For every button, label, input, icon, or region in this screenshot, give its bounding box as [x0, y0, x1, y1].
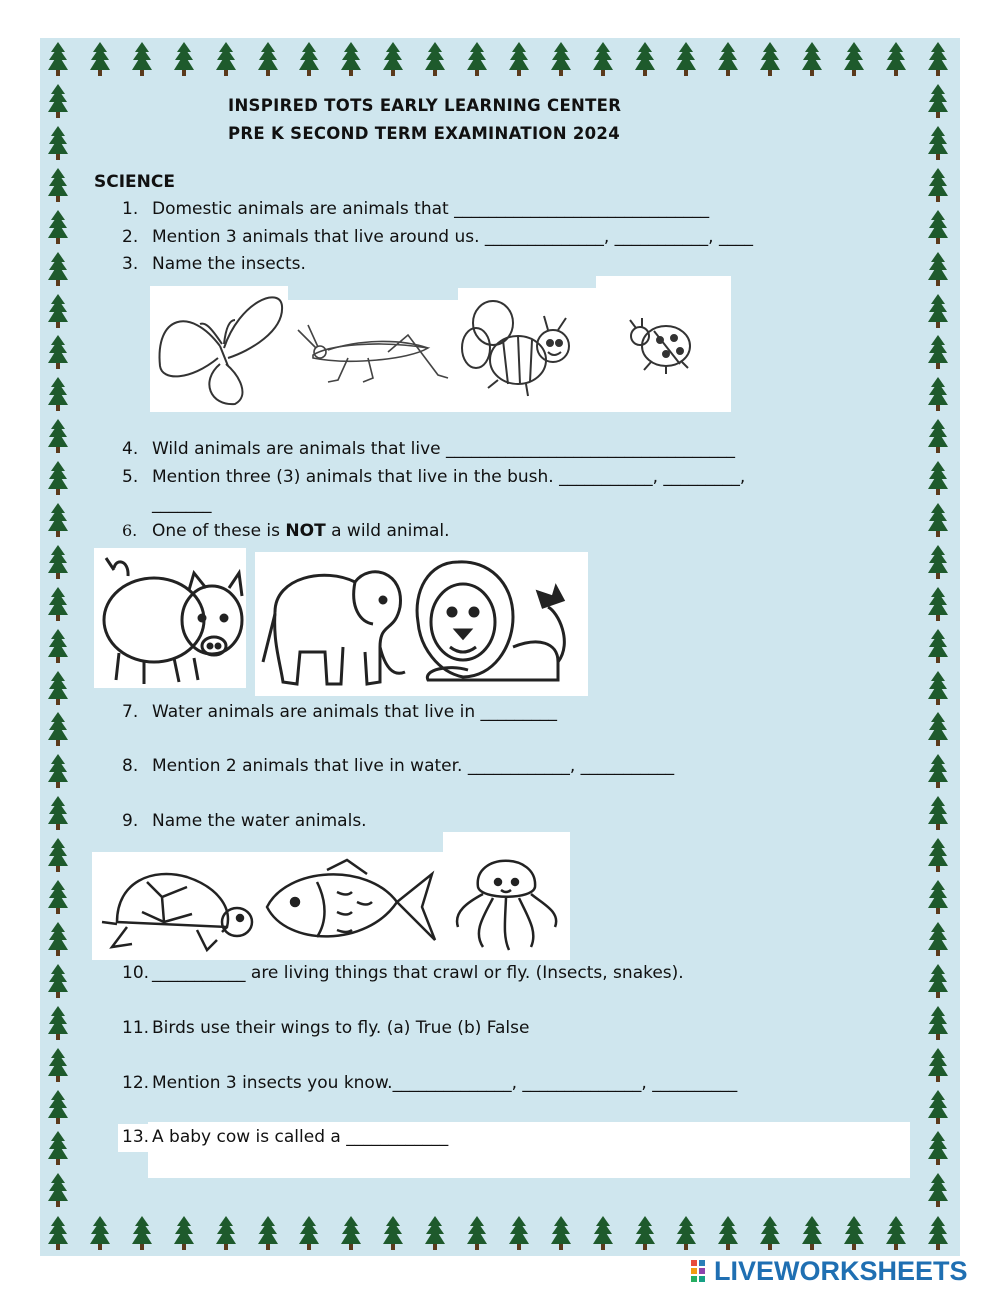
lion-icon: [408, 552, 588, 696]
pine-tree-icon: [928, 671, 948, 705]
pine-tree-icon: [48, 964, 68, 998]
liveworksheets-mark-icon: [690, 1259, 710, 1283]
pine-tree-icon: [635, 1216, 655, 1250]
pine-tree-icon: [928, 712, 948, 746]
pine-tree-icon: [258, 1216, 278, 1250]
pine-tree-icon: [48, 1090, 68, 1124]
pine-tree-icon: [48, 335, 68, 369]
question-12: 12. Mention 3 insects you know.______________, ______________, __________: [122, 1073, 738, 1093]
pine-tree-icon: [844, 42, 864, 76]
pine-tree-icon: [216, 1216, 236, 1250]
pine-tree-icon: [551, 42, 571, 76]
pine-tree-icon: [48, 42, 68, 76]
pine-tree-icon: [48, 84, 68, 118]
pine-tree-icon: [928, 922, 948, 956]
pine-tree-icon: [90, 1216, 110, 1250]
pine-tree-icon: [48, 587, 68, 621]
pine-tree-icon: [928, 377, 948, 411]
pine-tree-icon: [48, 922, 68, 956]
pine-tree-icon: [593, 1216, 613, 1250]
pine-tree-icon: [48, 1131, 68, 1165]
pine-tree-icon: [928, 1173, 948, 1207]
pine-tree-icon: [48, 754, 68, 788]
pine-tree-icon: [48, 126, 68, 160]
pine-tree-icon: [48, 377, 68, 411]
pine-tree-icon: [174, 42, 194, 76]
question-13: 13. A baby cow is called a ____________: [122, 1127, 449, 1147]
liveworksheets-logo[interactable]: [690, 1256, 968, 1286]
question-5-continued: _______: [152, 494, 212, 514]
pine-tree-icon: [928, 1006, 948, 1040]
pine-tree-icon: [425, 1216, 445, 1250]
bee-icon: [458, 288, 596, 412]
question-7: 7. Water animals are animals that live in _________: [122, 702, 558, 722]
pine-tree-icon: [90, 42, 110, 76]
question-10: 10. ___________ are living things that crawl or fly. (Insects, snakes).: [122, 963, 684, 983]
pine-tree-icon: [48, 1006, 68, 1040]
pine-tree-icon: [551, 1216, 571, 1250]
pine-tree-icon: [467, 42, 487, 76]
question-2: 2. Mention 3 animals that live around us. ______________, ___________, ____: [122, 227, 753, 247]
pine-tree-icon: [928, 126, 948, 160]
pine-tree-icon: [928, 838, 948, 872]
pine-tree-icon: [48, 1216, 68, 1250]
butterfly-icon: [150, 286, 288, 412]
pine-tree-icon: [383, 42, 403, 76]
pine-tree-icon: [467, 1216, 487, 1250]
pig-icon: [94, 548, 246, 688]
pine-tree-icon: [48, 210, 68, 244]
question-4: 4. Wild animals are animals that live __________________________________: [122, 439, 736, 459]
pine-tree-icon: [928, 252, 948, 286]
elephant-icon: [255, 552, 413, 696]
pine-tree-icon: [928, 964, 948, 998]
pine-tree-icon: [48, 838, 68, 872]
pine-tree-icon: [928, 294, 948, 328]
pine-tree-icon: [718, 1216, 738, 1250]
pine-tree-icon: [928, 629, 948, 663]
pine-tree-icon: [593, 42, 613, 76]
pine-tree-icon: [216, 42, 236, 76]
school-name: INSPIRED TOTS EARLY LEARNING CENTER: [228, 96, 622, 115]
question-6: 6. One of these is NOT a wild animal.: [122, 521, 450, 541]
pine-tree-icon: [48, 461, 68, 495]
pine-tree-icon: [928, 754, 948, 788]
pine-tree-icon: [132, 1216, 152, 1250]
exam-title: PRE K SECOND TERM EXAMINATION 2024: [228, 124, 620, 143]
pine-tree-icon: [48, 168, 68, 202]
pine-tree-icon: [48, 419, 68, 453]
pine-tree-icon: [760, 42, 780, 76]
question-1: 1. Domestic animals are animals that ______________________________: [122, 199, 710, 219]
pine-tree-icon: [928, 587, 948, 621]
pine-tree-icon: [928, 335, 948, 369]
pine-tree-icon: [48, 252, 68, 286]
pine-tree-icon: [760, 1216, 780, 1250]
pine-tree-icon: [928, 880, 948, 914]
pine-tree-icon: [48, 880, 68, 914]
question-11: 11. Birds use their wings to fly. (a) True (b) False: [122, 1018, 530, 1038]
ladybug-icon: [596, 276, 731, 412]
pine-tree-icon: [886, 1216, 906, 1250]
pine-tree-icon: [886, 42, 906, 76]
pine-tree-icon: [928, 84, 948, 118]
question-8: 8. Mention 2 animals that live in water. ____________, ___________: [122, 756, 675, 776]
pine-tree-icon: [676, 1216, 696, 1250]
pine-tree-icon: [48, 1048, 68, 1082]
question-5: 5. Mention three (3) animals that live in the bush. ___________, _________,: [122, 467, 746, 487]
pine-tree-icon: [718, 42, 738, 76]
fish-icon: [257, 852, 443, 960]
pine-tree-icon: [299, 1216, 319, 1250]
pine-tree-icon: [509, 42, 529, 76]
pine-tree-icon: [802, 42, 822, 76]
pine-tree-icon: [928, 461, 948, 495]
pine-tree-icon: [928, 1131, 948, 1165]
pine-tree-icon: [341, 42, 361, 76]
pine-tree-icon: [299, 42, 319, 76]
pine-tree-icon: [928, 503, 948, 537]
pine-tree-icon: [48, 545, 68, 579]
pine-tree-icon: [258, 42, 278, 76]
question-3: 3. Name the insects.: [122, 254, 306, 274]
pine-tree-icon: [48, 671, 68, 705]
pine-tree-icon: [425, 42, 445, 76]
question-9: 9. Name the water animals.: [122, 811, 367, 831]
grasshopper-icon: [288, 300, 458, 412]
pine-tree-icon: [132, 42, 152, 76]
pine-tree-icon: [928, 796, 948, 830]
pine-tree-icon: [48, 712, 68, 746]
pine-tree-icon: [928, 168, 948, 202]
pine-tree-icon: [635, 42, 655, 76]
pine-tree-icon: [928, 419, 948, 453]
octopus-icon: [443, 832, 570, 960]
pine-tree-icon: [48, 294, 68, 328]
pine-tree-icon: [802, 1216, 822, 1250]
pine-tree-icon: [509, 1216, 529, 1250]
turtle-icon: [92, 852, 257, 960]
pine-tree-icon: [928, 1216, 948, 1250]
pine-tree-icon: [928, 1048, 948, 1082]
pine-tree-icon: [928, 545, 948, 579]
pine-tree-icon: [48, 629, 68, 663]
pine-tree-icon: [174, 1216, 194, 1250]
pine-tree-icon: [48, 1173, 68, 1207]
pine-tree-icon: [341, 1216, 361, 1250]
pine-tree-icon: [48, 503, 68, 537]
pine-tree-icon: [48, 796, 68, 830]
pine-tree-icon: [844, 1216, 864, 1250]
pine-tree-icon: [928, 210, 948, 244]
brand-name: LIVEWORKSHEETS: [714, 1255, 968, 1286]
pine-tree-icon: [383, 1216, 403, 1250]
subject-heading: SCIENCE: [94, 172, 175, 192]
pine-tree-icon: [928, 1090, 948, 1124]
pine-tree-icon: [676, 42, 696, 76]
pine-tree-icon: [928, 42, 948, 76]
